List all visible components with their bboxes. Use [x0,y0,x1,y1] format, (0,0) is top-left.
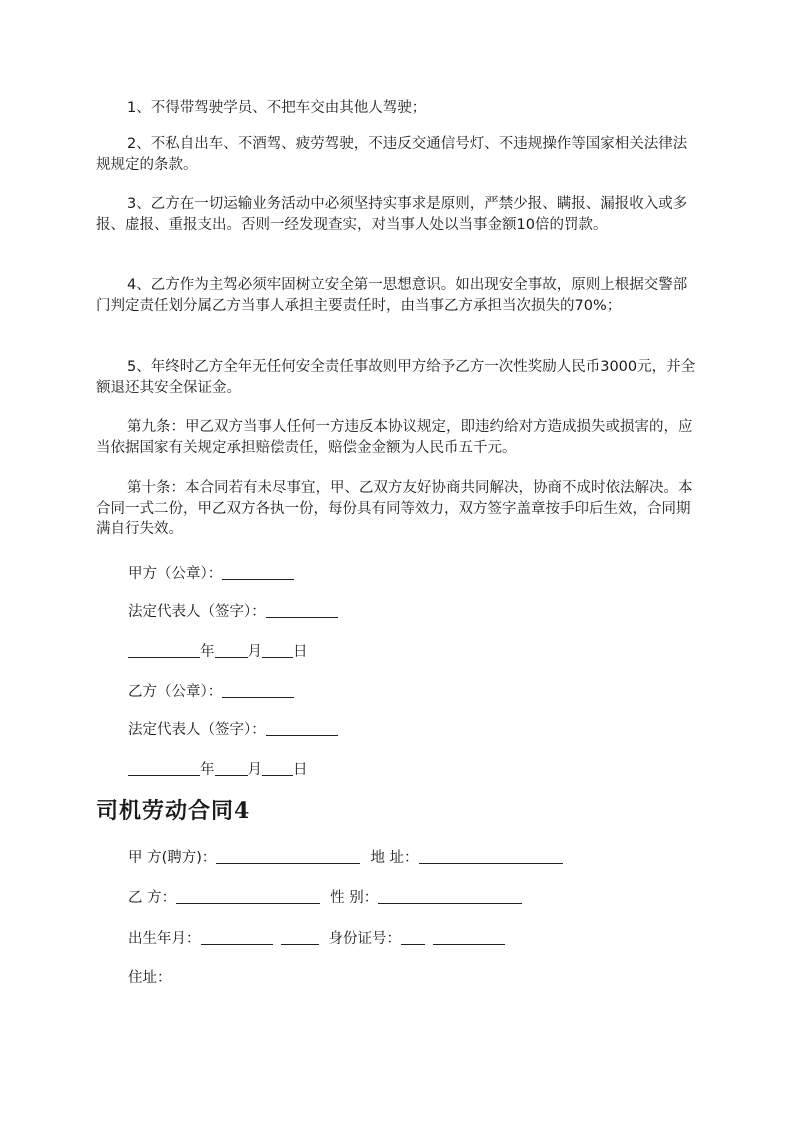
party-a-date-line: 年 月 日 [128,640,308,661]
gender-blank[interactable] [378,889,522,904]
section-heading: 司机劳动合同4 [96,798,251,824]
party-a-rep-line: 法定代表人（签字）： [128,600,338,621]
party-b-month-blank[interactable] [215,761,248,776]
party-b-seal-line: 乙方（公章）： [128,680,294,701]
party-b-info-line: 乙 方： 性 别： [128,886,522,907]
party-b-date-line: 年 月 日 [128,758,308,779]
party-b-rep-blank[interactable] [266,721,338,736]
residence-line: 住址： [128,970,172,986]
party-b-name-blank[interactable] [176,889,320,904]
party-a-seal-line: 甲方（公章）： [128,562,294,583]
clause-4: 4、乙方作为主驾必须牢固树立安全第一思想意识。如出现安全事故，原则上根据交警部门判定责任划分属乙方当事人承担主要责任时，由当事乙方承担当次损失的70%； [96,277,688,314]
clause-2: 2、不私自出车、不酒驾、疲劳驾驶，不违反交通信号灯、不违规操作等国家相关法律法规规定的条款。 [96,136,688,173]
article-10: 第十条：本合同若有未尽事宜，甲、乙双方友好协商共同解决，协商不成时依法解决。本合同一式二份，甲乙双方各执一份，每份具有同等效力，双方签字盖章按手印后生效，合同期满自行失效。 [96,480,693,537]
address-blank[interactable] [419,849,563,864]
id-blank-2[interactable] [433,930,505,945]
party-b-year-blank[interactable] [128,761,200,776]
party-a-month-blank[interactable] [215,643,248,658]
party-b-seal-blank[interactable] [222,683,294,698]
party-b-day-blank[interactable] [262,761,293,776]
id-blank-1[interactable] [401,930,425,945]
party-a-year-blank[interactable] [128,643,200,658]
employer-blank[interactable] [216,849,360,864]
employer-line: 甲 方(聘方)： 地 址： [128,846,563,867]
party-b-rep-line: 法定代表人（签字）： [128,718,338,739]
clause-3: 3、乙方在一切运输业务活动中必须坚持实事求是原则，严禁少报、瞒报、漏报收入或多报、虚报、重报支出。否则一经发现查实，对当事人处以当事金额10倍的罚款。 [96,196,688,233]
clause-5: 5、年终时乙方全年无任何安全责任事故则甲方给予乙方一次性奖励人民币3000元，并全额退还其安全保证金。 [96,359,696,396]
birth-blank[interactable] [201,930,273,945]
birth-id-line: 出生年月： 身份证号： [128,927,505,948]
party-a-seal-blank[interactable] [222,565,294,580]
article-9: 第九条：甲乙双方当事人任何一方违反本协议规定，即违约给对方造成损失或损害的，应当依据国家有关规定承担赔偿责任，赔偿金金额为人民币五千元。 [96,419,693,456]
party-a-day-blank[interactable] [262,643,293,658]
party-a-rep-blank[interactable] [266,603,338,618]
birth-blank-2[interactable] [281,930,319,945]
clause-1: 1、不得带驾驶学员、不把车交由其他人驾驶； [127,100,427,116]
